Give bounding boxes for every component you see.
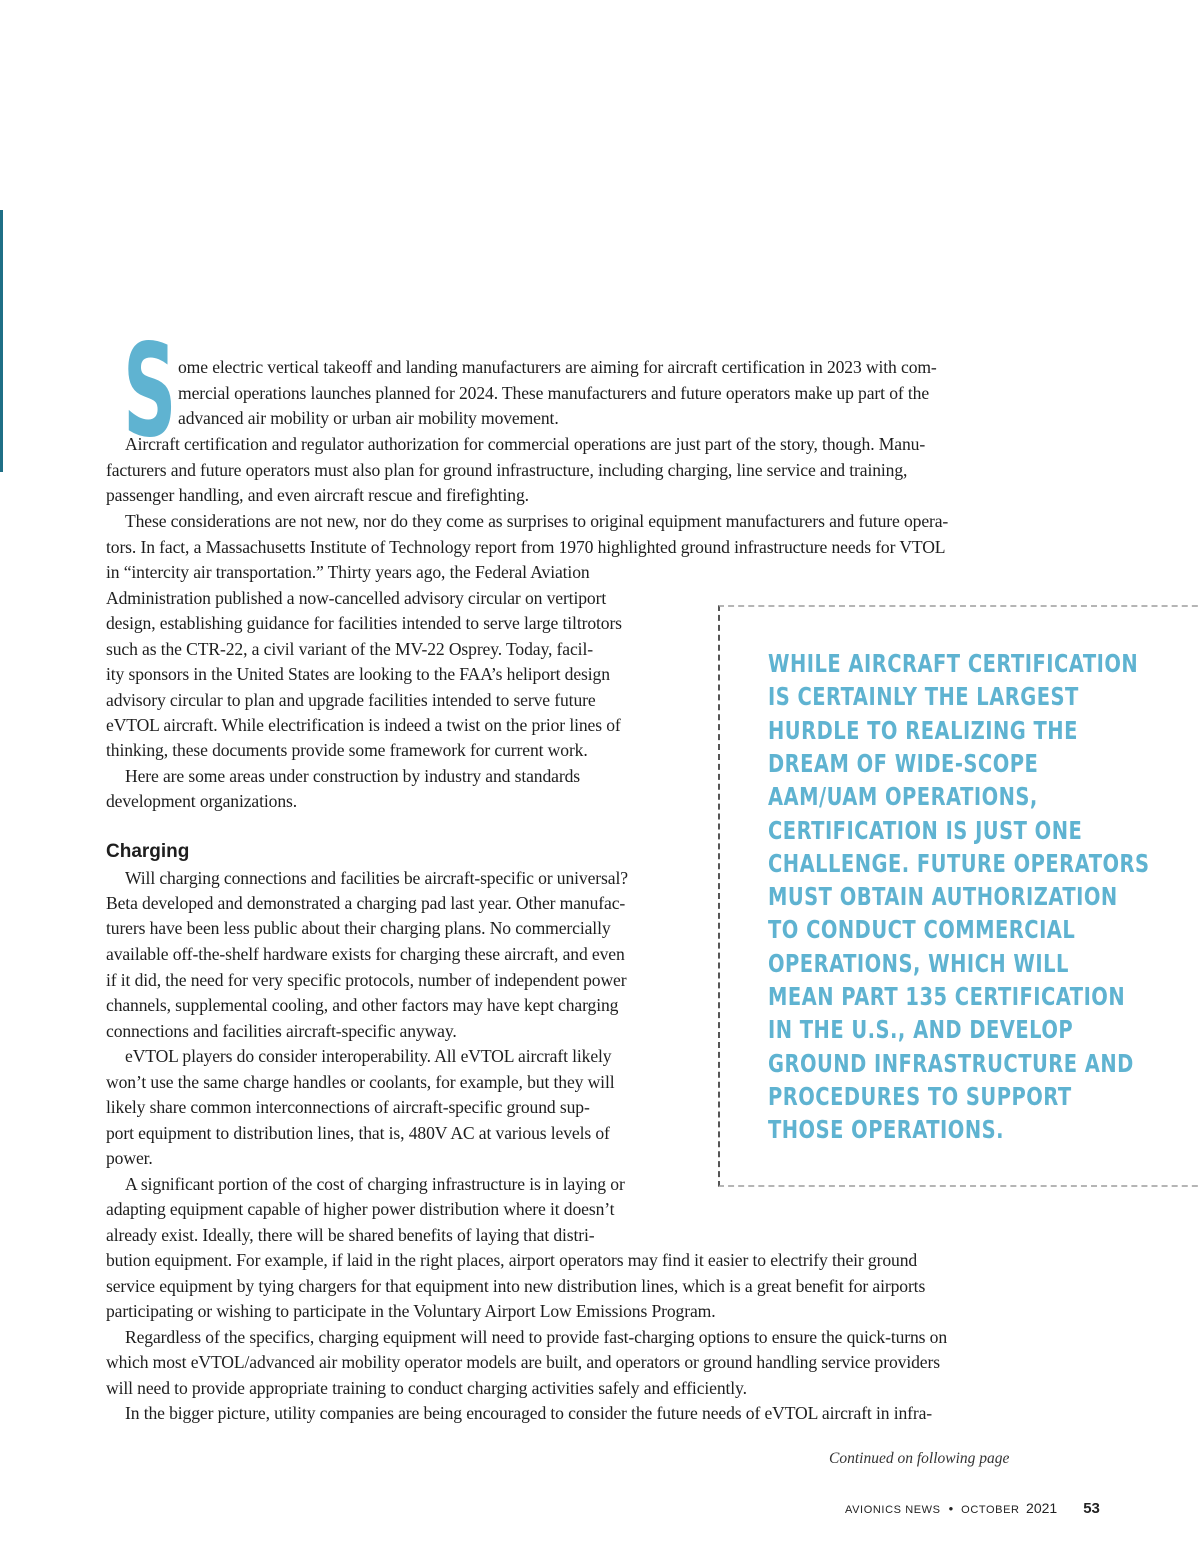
article-line: power. [106, 1148, 153, 1168]
article-line: design, establishing guidance for facilities intended to serve large tiltrotors [106, 613, 622, 633]
article-line: passenger handling, and even aircraft rescue and firefighting. [106, 485, 529, 505]
article-line: tors. In fact, a Massachusetts Institute of Technology report from 1970 highlighted ground infrastructure needs for VTOL [106, 537, 946, 557]
pull-quote-line: IN THE U.S., AND DEVELOP [768, 1015, 1074, 1045]
article-line: service equipment by tying chargers for that equipment into new distribution lines, which is a great benefit for airports [106, 1276, 926, 1296]
pull-quote-line: MEAN PART 135 CERTIFICATION [768, 982, 1126, 1011]
article-line: advanced air mobility or urban air mobility movement. [178, 408, 559, 428]
article-line: connections and facilities aircraft-specific anyway. [106, 1021, 457, 1041]
article-line: facturers and future operators must also plan for ground infrastructure, including charging, line service and training, [106, 460, 908, 480]
pull-quote-line: DREAM OF WIDE-SCOPE [768, 748, 1039, 778]
issue-year: 2021 [1026, 1500, 1058, 1516]
pull-quote-line: IS CERTAINLY THE LARGEST [768, 682, 1079, 712]
article-line: eVTOL players do consider interoperability. All eVTOL aircraft likely [125, 1046, 612, 1066]
article-line: adapting equipment capable of higher power distribution where it doesn’t [106, 1199, 615, 1219]
pull-quote-line: CHALLENGE. FUTURE OPERATORS [768, 848, 1150, 878]
article-line: ome electric vertical takeoff and landing manufacturers are aiming for aircraft certification in 2023 with com- [178, 357, 937, 377]
article-line: bution equipment. For example, if laid in the right places, airport operators may find it easier to electrify their ground [106, 1250, 918, 1270]
article-line: These considerations are not new, nor do they come as surprises to original equipment manufacturers and future opera- [125, 511, 949, 531]
article-line: Here are some areas under construction by industry and standards [125, 766, 580, 786]
article-line: likely share common interconnections of aircraft-specific ground sup- [106, 1097, 590, 1117]
section-heading-charging: Charging [106, 841, 190, 862]
article-line: mercial operations launches planned for 2024. These manufacturers and future operators make up part of the [178, 383, 930, 403]
page-edge-color-bar [0, 210, 3, 472]
article-line: will need to provide appropriate training to conduct charging activities safely and efficiently. [106, 1378, 747, 1398]
article-line: eVTOL aircraft. While electrification is indeed a twist on the prior lines of [106, 715, 621, 735]
footer-separator: • [948, 1501, 954, 1516]
pull-quote-line: AAM/UAM OPERATIONS, [768, 782, 1038, 812]
article-line: advisory circular to plan and upgrade facilities intended to serve future [106, 690, 596, 710]
article-line: Will charging connections and facilities be aircraft-specific or universal? [125, 868, 628, 888]
article-line: won’t use the same charge handles or coolants, for example, but they will [106, 1072, 615, 1092]
article-line: available off-the-shelf hardware exists for charging these aircraft, and even [106, 944, 625, 964]
issue-month: OCTOBER [961, 1504, 1020, 1516]
publication-name: AVIONICS NEWS [845, 1504, 941, 1516]
article-line: ity sponsors in the United States are looking to the FAA’s heliport design [106, 664, 610, 684]
article-line: port equipment to distribution lines, that is, 480V AC at various levels of [106, 1123, 610, 1143]
pull-quote-line: OPERATIONS, WHICH WILL [768, 948, 1069, 978]
pull-quote-line: GROUND INFRASTRUCTURE AND [768, 1048, 1134, 1078]
article-line: which most eVTOL/advanced air mobility operator models are built, and operators or ground handling service providers [106, 1352, 940, 1372]
pull-quote-line: MUST OBTAIN AUTHORIZATION [768, 882, 1118, 912]
continued-note: Continued on following page [829, 1450, 1010, 1467]
article-line: Beta developed and demonstrated a charging pad last year. Other manufac- [106, 893, 626, 913]
pull-quote-line: PROCEDURES TO SUPPORT [768, 1081, 1072, 1111]
page-footer [845, 1500, 1100, 1518]
article-line: thinking, these documents provide some framework for current work. [106, 740, 588, 760]
article-line: if it did, the need for very specific protocols, number of independent power [106, 970, 627, 990]
article-line: development organizations. [106, 791, 298, 811]
pull-quote-line: TO CONDUCT COMMERCIAL [768, 915, 1076, 945]
article-line: Administration published a now-cancelled advisory circular on vertiport [106, 588, 607, 608]
pull-quote-line: WHILE AIRCRAFT CERTIFICATION [768, 649, 1139, 678]
article-line: in “intercity air transportation.” Thirty years ago, the Federal Aviation [106, 562, 590, 582]
article-line: already exist. Ideally, there will be shared benefits of laying that distri- [106, 1225, 595, 1245]
article-line: participating or wishing to participate in the Voluntary Airport Low Emissions Program. [106, 1301, 716, 1321]
pull-quote-line: CERTIFICATION IS JUST ONE [768, 815, 1083, 845]
article-line: A significant portion of the cost of charging infrastructure is in laying or [125, 1174, 625, 1194]
pull-quote-line: THOSE OPERATIONS. [768, 1115, 1004, 1145]
pull-quote-line: HURDLE TO REALIZING THE [768, 715, 1078, 745]
article-line: In the bigger picture, utility companies are being encouraged to consider the future needs of eVTOL aircraft in infra- [125, 1403, 933, 1423]
drop-cap: S [123, 317, 177, 466]
article-line: Regardless of the specifics, charging equipment will need to provide fast-charging options to ensure the quick-turns on [125, 1327, 948, 1347]
article-line: Aircraft certification and regulator authorization for commercial operations are just part of the story, though. Manu- [125, 434, 926, 454]
article-line: channels, supplemental cooling, and other factors may have kept charging [106, 995, 619, 1015]
article-line: such as the CTR-22, a civil variant of the MV-22 Osprey. Today, facil- [106, 639, 593, 659]
article-line: turers have been less public about their charging plans. No commercially [106, 918, 611, 938]
page-number: 53 [1083, 1500, 1100, 1517]
